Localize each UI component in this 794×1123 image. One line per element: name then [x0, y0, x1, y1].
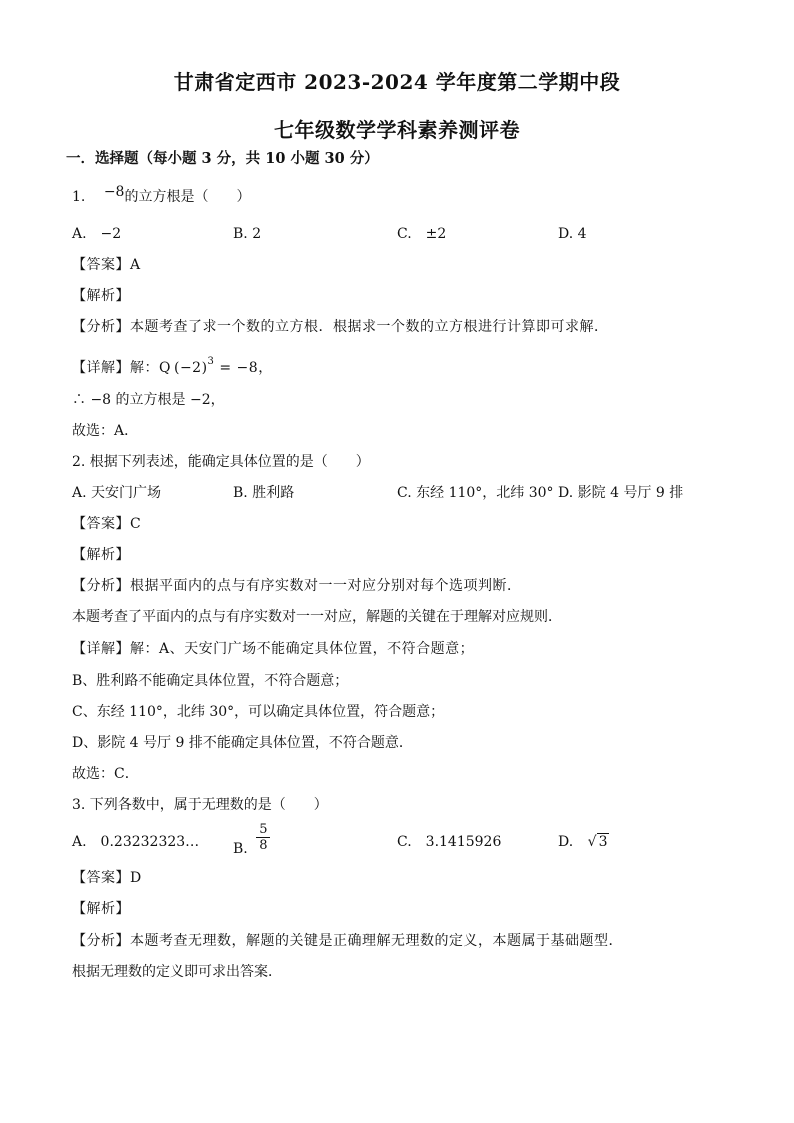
radicand: 3 [598, 834, 608, 850]
section-heading: 一．选择题（每小题 3 分，共 10 小题 30 分） [66, 150, 379, 167]
document-subtitle: 七年级数学学科素养测评卷 [274, 118, 520, 142]
option-label: D. [558, 834, 574, 850]
q2-choose: 故选：C． [72, 766, 139, 782]
q2-detail-b: B、胜利路不能确定具体位置，不符合题意； [72, 673, 349, 689]
detail-label: 【详解】解： [72, 360, 159, 376]
fraction-denominator: 8 [259, 838, 268, 853]
question-text: 的立方根是（ ） [124, 189, 251, 205]
fraction-numerator: 5 [256, 822, 270, 838]
q1-option-c: C. ±2 [397, 226, 447, 242]
q2-note: 本题考查了平面内的点与有序实数对一一对应，解题的关键在于理解对应规则． [72, 609, 562, 625]
q1-analysis: 【分析】本题考查了求一个数的立方根．根据求一个数的立方根进行计算即可求解． [72, 319, 609, 335]
sqrt-icon: √ [587, 834, 597, 850]
q1-detail [72, 353, 273, 377]
question-number: 1. [72, 189, 86, 205]
q2-detail-a: 【详解】解：A、天安门广场不能确定具体位置，不符合题意； [72, 641, 475, 657]
question-3-stem: 3. 下列各数中，属于无理数的是（ ） [72, 797, 328, 813]
math-exponent: 3 [207, 356, 215, 367]
q3-option-d [558, 833, 609, 851]
q2-detail-c: C、东经 110°，北纬 30°，可以确定具体位置，符合题意； [72, 704, 445, 720]
q1-jiexi: 【解析】 [72, 288, 130, 304]
q2-detail-d: D、影院 4 号厅 9 排不能确定具体位置，不符合题意． [72, 735, 413, 751]
q3-jiexi: 【解析】 [72, 901, 130, 917]
document-title: 甘肃省定西市 2023-2024 学年度第二学期中段 [173, 70, 621, 94]
q3-option-c: C. 3.1415926 [397, 834, 502, 850]
q2-option-d: D. 影院 4 号厅 9 排 [558, 485, 684, 501]
fraction [256, 822, 270, 853]
q2-option-b: B. 胜利路 [233, 485, 295, 501]
math-rest: = −8， [214, 360, 273, 376]
q1-option-d: D. 4 [558, 226, 587, 242]
option-label: B. [233, 840, 248, 857]
question-1-stem [72, 184, 251, 206]
q1-therefore: ∴ −8 的立方根是 −2， [72, 392, 225, 408]
math-base: (−2) [173, 360, 208, 376]
q1-answer: 【答案】A [72, 257, 141, 273]
q2-jiexi: 【解析】 [72, 547, 130, 563]
q2-answer: 【答案】C [72, 516, 142, 532]
q3-note: 根据无理数的定义即可求出答案． [72, 964, 282, 980]
q3-option-a: A. 0.23232323… [72, 834, 200, 850]
q3-option-b [233, 822, 270, 857]
q2-option-a: A. 天安门广场 [72, 485, 162, 501]
sqrt-expression [588, 833, 610, 851]
q3-analysis: 【分析】本题考查无理数，解题的关键是正确理解无理数的定义，本题属于基础题型． [72, 933, 623, 949]
math-expression: −8 [103, 184, 125, 200]
q1-option-b: B. 2 [233, 226, 262, 242]
q1-option-a: A. −2 [72, 226, 122, 242]
q2-option-c: C. 东经 110°，北纬 30° [397, 485, 554, 501]
q3-answer: 【答案】D [72, 870, 142, 886]
math-q: Q [159, 360, 171, 376]
q1-choose: 故选：A． [72, 423, 139, 439]
question-2-stem: 2. 根据下列表述，能确定具体位置的是（ ） [72, 454, 370, 470]
q2-analysis: 【分析】根据平面内的点与有序实数对一一对应分别对每个选项判断． [72, 578, 522, 594]
